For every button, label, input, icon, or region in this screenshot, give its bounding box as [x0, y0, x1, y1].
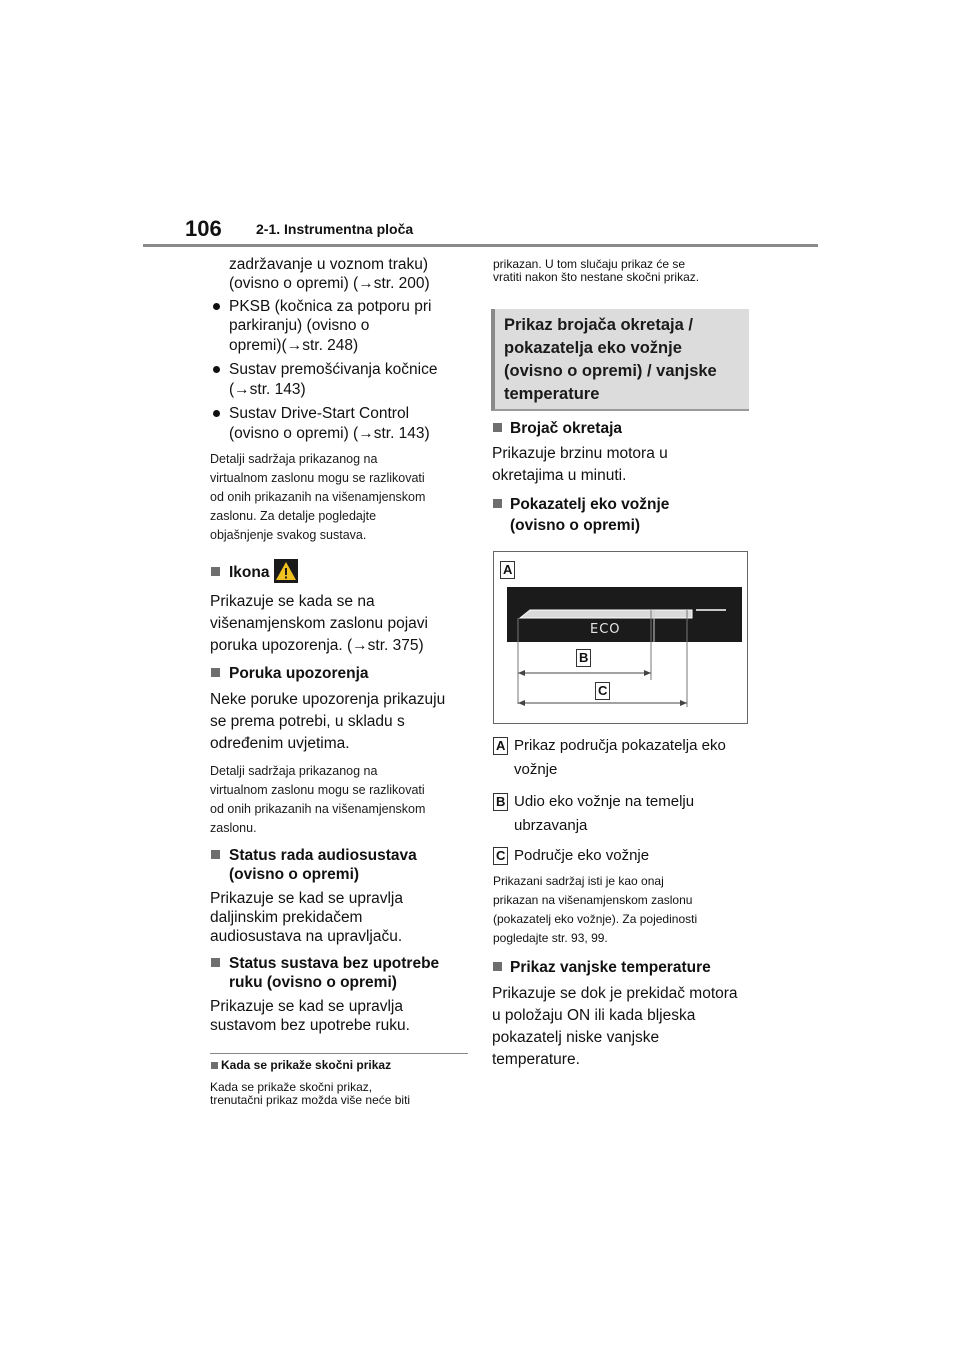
figure-label-b: B [576, 649, 591, 667]
subheading-handsfree: ruku (ovisno o opremi) [229, 974, 397, 991]
page-number: 106 [185, 216, 222, 241]
eco-indicator-figure [493, 551, 748, 724]
subheading-eco: Pokazatelj eko vožnje [510, 496, 670, 513]
note-line: zaslonu. Za detalje pogledajte [210, 509, 377, 523]
section-heading-line: Prikaz brojača okretaja / [504, 316, 693, 334]
bullet-line: Sustav Drive-Start Control [229, 405, 410, 422]
legend-key-a: A [493, 737, 508, 755]
subheading-ikona: Ikona [229, 564, 270, 581]
square-bullet-icon [493, 423, 502, 432]
note-line: virtualnom zaslonu mogu se razlikovati [210, 783, 425, 797]
legend-key-b: B [493, 793, 508, 811]
square-bullet-icon [211, 1062, 218, 1069]
section-title: 2-1. Instrumentna ploča [256, 221, 414, 237]
section-heading-box [491, 309, 749, 411]
note-line: objašnjenje svakog sustava. [210, 528, 367, 542]
subheading-eco: (ovisno o opremi) [510, 517, 641, 534]
square-bullet-icon [493, 962, 502, 971]
small-text-line: prikazan. U tom slučaju prikaz će se [493, 257, 686, 271]
square-bullet-icon [211, 668, 220, 677]
square-bullet-icon [211, 567, 220, 576]
subheading-audio: Status rada audiosustava [229, 847, 417, 864]
body-line: Prikazuje brzinu motora u [492, 445, 668, 462]
small-text-line: vratiti nakon što nestane skočni prikaz. [493, 270, 700, 284]
note-line: Detalji sadržaja prikazanog na [210, 452, 378, 466]
subheading-handsfree: Status sustava bez upotrebe [229, 955, 440, 972]
legend-text: vožnje [514, 761, 558, 778]
legend-key-c: C [493, 847, 508, 865]
header-divider [143, 244, 818, 247]
square-bullet-icon [211, 850, 220, 859]
square-bullet-icon [211, 958, 220, 967]
body-line: Prikazuje se dok je prekidač motora [492, 985, 738, 1002]
body-line: Prikazuje se kad se upravlja [210, 890, 403, 907]
subheading-popup: Kada se prikaže skočni prikaz [221, 1058, 392, 1072]
bullet-line: parkiranju) (ovisno o [229, 317, 370, 334]
section-heading-line: (ovisno o opremi) / vanjske [504, 362, 717, 380]
body-line: okretajima u minuti. [492, 467, 627, 484]
note-line: Detalji sadržaja prikazanog na [210, 764, 378, 778]
note-line: od onih prikazanih na višenamjenskom [210, 490, 426, 504]
eco-label: ECO [590, 622, 621, 637]
square-bullet-icon [493, 499, 502, 508]
small-text-line: prikazan na višenamjenskom zaslonu [493, 893, 693, 907]
note-line: zaslonu. [210, 821, 257, 835]
body-line: audiosustava na upravljaču. [210, 928, 403, 945]
bullet-line: opremi)(→str. 248) [229, 337, 359, 354]
continued-text-line: zadržavanje u voznom traku) [229, 256, 429, 273]
section-heading-line: temperature [504, 385, 600, 403]
small-text-line: trenutačni prikaz možda više neće biti [210, 1093, 411, 1107]
legend-text: Udio eko vožnje na temelju [514, 793, 695, 810]
bullet-line: (→str. 143) [229, 381, 306, 398]
subheading-audio: (ovisno o opremi) [229, 866, 360, 883]
subheading-temp: Prikaz vanjske temperature [510, 959, 711, 976]
bullet-line: (ovisno o opremi) (→str. 143) [229, 425, 430, 442]
small-text-line: (pokazatelj eko vožnje). Za pojedinosti [493, 912, 698, 926]
body-line: temperature. [492, 1051, 580, 1068]
divider [210, 1053, 468, 1054]
bullet-icon [213, 303, 220, 310]
body-line: se prema potrebi, u skladu s [210, 713, 405, 730]
bullet-icon [213, 366, 220, 373]
bullet-icon [213, 410, 220, 417]
body-line: Neke poruke upozorenja prikazuju [210, 691, 446, 708]
body-line: sustavom bez upotrebe ruku. [210, 1017, 410, 1034]
warning-triangle-icon [274, 559, 298, 583]
figure-label-a: A [500, 561, 515, 579]
legend-text: Područje eko vožnje [514, 847, 650, 864]
bullet-line: PKSB (kočnica za potporu pri [229, 298, 432, 315]
note-line: virtualnom zaslonu mogu se razlikovati [210, 471, 425, 485]
subheading-poruka: Poruka upozorenja [229, 665, 369, 682]
figure-label-c: C [595, 682, 610, 700]
body-line: daljinskim prekidačem [210, 909, 363, 926]
body-line: pokazatelj niske vanjske [492, 1029, 660, 1046]
legend-text: ubrzavanja [514, 817, 588, 834]
note-line: od onih prikazanih na višenamjenskom [210, 802, 426, 816]
body-line: određenim uvjetima. [210, 735, 350, 752]
eco-indicator-diagram [494, 552, 747, 723]
bullet-line: Sustav premošćivanja kočnice [229, 361, 438, 378]
small-text-line: Kada se prikaže skočni prikaz, [210, 1080, 373, 1094]
body-line: višenamjenskom zaslonu pojavi [210, 615, 428, 632]
body-line: Prikazuje se kada se na [210, 593, 375, 610]
continued-text-line: (ovisno o opremi) (→str. 200) [229, 275, 430, 292]
small-text-line: pogledajte str. 93, 99. [493, 931, 608, 945]
body-line: poruka upozorenja. (→str. 375) [210, 637, 424, 654]
subheading-tacho: Brojač okretaja [510, 420, 622, 437]
body-line: Prikazuje se kad se upravlja [210, 998, 403, 1015]
small-text-line: Prikazani sadržaj isti je kao onaj [493, 874, 664, 888]
legend-text: Prikaz područja pokazatelja eko [514, 737, 726, 754]
section-heading-line: pokazatelja eko vožnje [504, 339, 682, 357]
body-line: u položaju ON ili kada bljeska [492, 1007, 696, 1024]
